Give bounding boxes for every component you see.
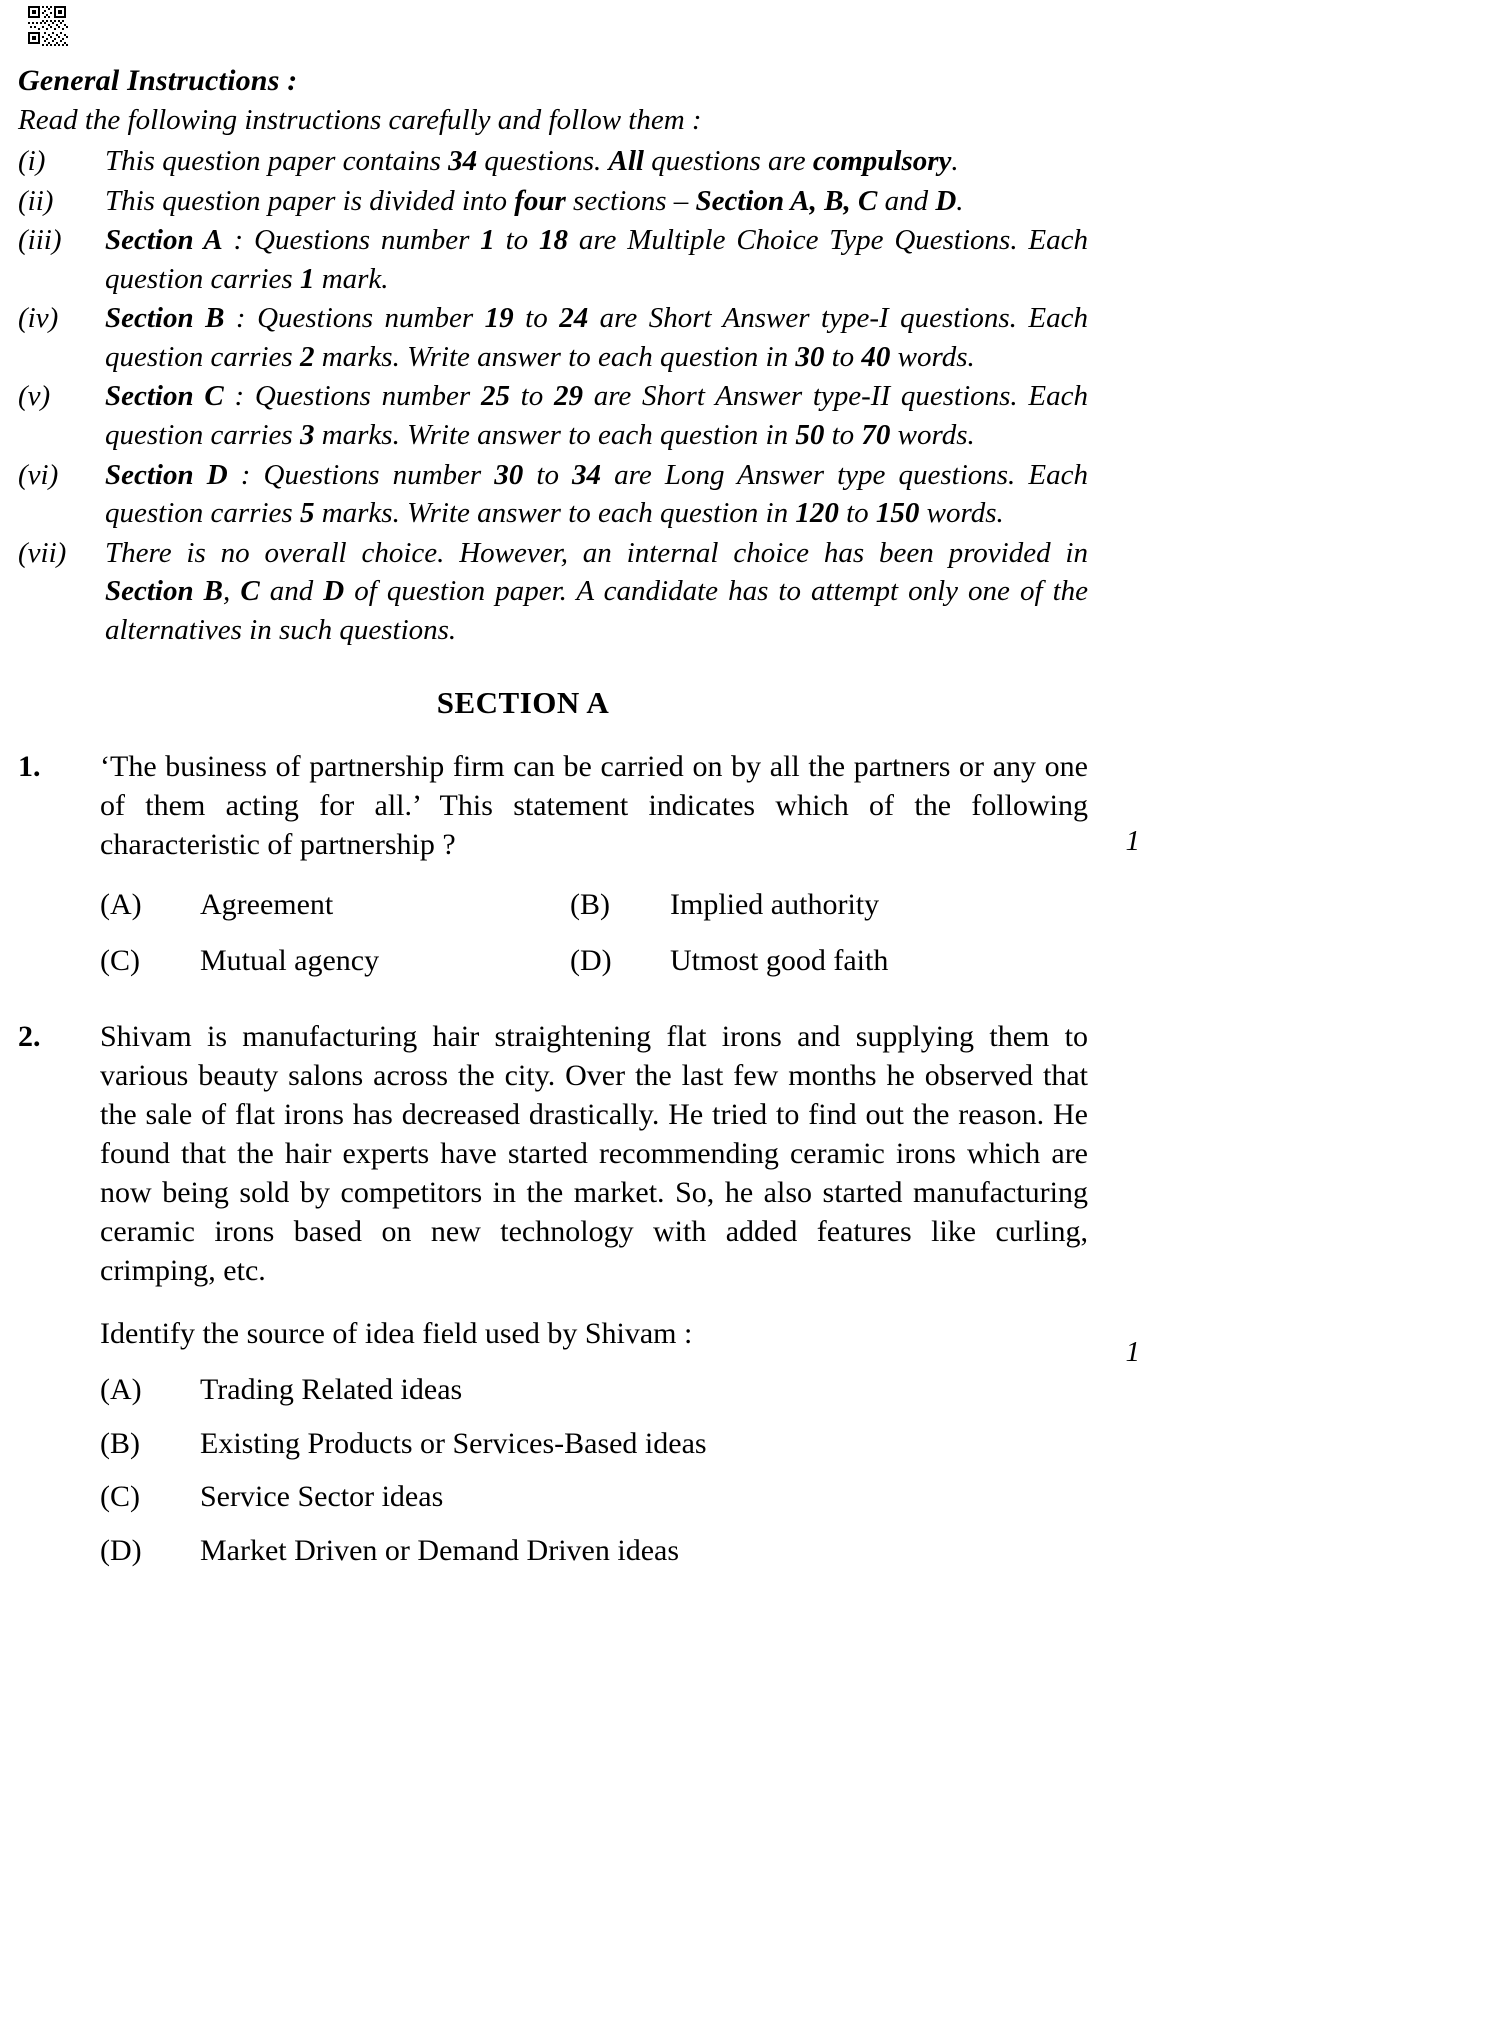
instruction-text: This question paper contains 34 questions. All questions are compulsory.: [105, 145, 959, 178]
option-row: [100, 886, 1088, 924]
question-1: [18, 747, 1140, 997]
option-c[interactable]: [100, 1478, 1088, 1516]
page-content: [18, 62, 1140, 1589]
instruction-item: [18, 456, 1088, 533]
option-key: (D): [100, 1533, 142, 1567]
instruction-item: [18, 221, 1088, 298]
instruction-text: Section A : Questions number 1 to 18 are Multiple Choice Type Questions. Each question carries 1 mark.: [105, 224, 1088, 295]
instruction-numeral: (ii): [18, 184, 54, 217]
question-2: [18, 1017, 1140, 1585]
instruction-numeral: (vi): [18, 458, 59, 491]
option-label: Agreement: [200, 888, 334, 922]
question-number: 1.: [18, 750, 41, 784]
instruction-item: [18, 299, 1088, 376]
instructions-list: [18, 142, 1088, 649]
option-c[interactable]: [100, 942, 570, 980]
option-a[interactable]: [100, 886, 570, 924]
option-label: Mutual agency: [200, 943, 380, 977]
option-b[interactable]: [100, 1425, 1088, 1463]
question-text: Shivam is manufacturing hair straightening flat irons and supplying them to various beauty salons across the city. Over the last few months he observed that the sale of flat irons has decreased drastically. He tried to find out the reason. He found that the hair experts have started recommending ceramic irons which are now being sold by competitors in the market. So, he also started manufacturing ceramic irons based on new technology with added features like curling, crimping, etc.: [100, 1020, 1088, 1288]
question-marks: 1: [1125, 1336, 1140, 1369]
option-key: (A): [100, 1373, 142, 1407]
option-key: (B): [570, 888, 610, 922]
option-label: Service Sector ideas: [200, 1480, 444, 1514]
instruction-text: Section B : Questions number 19 to 24 are Short Answer type-I questions. Each question carries 2 marks. Write answer to each question in 30 to 40 words.: [105, 302, 1088, 373]
option-label: Utmost good faith: [670, 943, 889, 977]
option-label: Market Driven or Demand Driven ideas: [200, 1533, 680, 1567]
instruction-item: [18, 142, 1088, 181]
instruction-numeral: (vii): [18, 536, 67, 569]
question-marks: 1: [1125, 825, 1140, 858]
instruction-numeral: (i): [18, 145, 46, 178]
question-body: [100, 1017, 1140, 1585]
option-key: (C): [100, 1480, 140, 1514]
option-d[interactable]: [570, 942, 1088, 980]
option-key: (C): [100, 943, 140, 977]
option-b[interactable]: [570, 886, 1088, 924]
option-a[interactable]: [100, 1371, 1088, 1409]
option-key: (B): [100, 1426, 140, 1460]
instruction-numeral: (iv): [18, 302, 59, 335]
general-instructions-subtitle: Read the following instructions carefully and follow them :: [18, 104, 702, 137]
section-a-heading: SECTION A: [436, 685, 610, 721]
instruction-text: Section C : Questions number 25 to 29 are Short Answer type-II questions. Each question carries 3 marks. Write answer to each question in 50 to 70 words.: [105, 380, 1088, 452]
qr-code-icon: [26, 4, 70, 50]
options-list: [100, 1371, 1088, 1569]
instruction-item: [18, 182, 1088, 221]
question-number: 2.: [18, 1020, 41, 1054]
instruction-text: This question paper is divided into four sections – Section A, B, C and D.: [105, 184, 964, 217]
option-row: [100, 942, 1088, 980]
instruction-item: [18, 377, 1088, 454]
instruction-numeral: (iii): [18, 224, 62, 257]
instruction-text: Section D : Questions number 30 to 34 are Long Answer type questions. Each question carries 5 marks. Write answer to each question in 120 to 150 words.: [105, 458, 1088, 530]
question-body: [100, 747, 1140, 997]
option-label: Implied authority: [670, 888, 880, 922]
question-spacer: [18, 1001, 1088, 1017]
instruction-item: [18, 534, 1088, 650]
options-list: [100, 886, 1088, 979]
option-label: Trading Related ideas: [200, 1373, 463, 1407]
question-text-secondary: Identify the source of idea field used by Shivam :: [100, 1317, 693, 1351]
option-label: Existing Products or Services-Based ideas: [200, 1426, 707, 1460]
general-instructions-title: General Instructions :: [18, 64, 298, 97]
option-d[interactable]: [100, 1532, 1088, 1570]
option-key: (D): [570, 943, 612, 977]
instruction-text: There is no overall choice. However, an internal choice has been provided in Section B, C and D of question paper. A candidate has to attempt only one of the alternatives in such questions.: [105, 536, 1089, 646]
instruction-numeral: (v): [18, 380, 51, 413]
question-text: ‘The business of partnership firm can be carried on by all the partners or any one of them acting for all.’ This statement indicates which of the following characteristic of partnership ?: [100, 750, 1088, 862]
option-key: (A): [100, 888, 142, 922]
